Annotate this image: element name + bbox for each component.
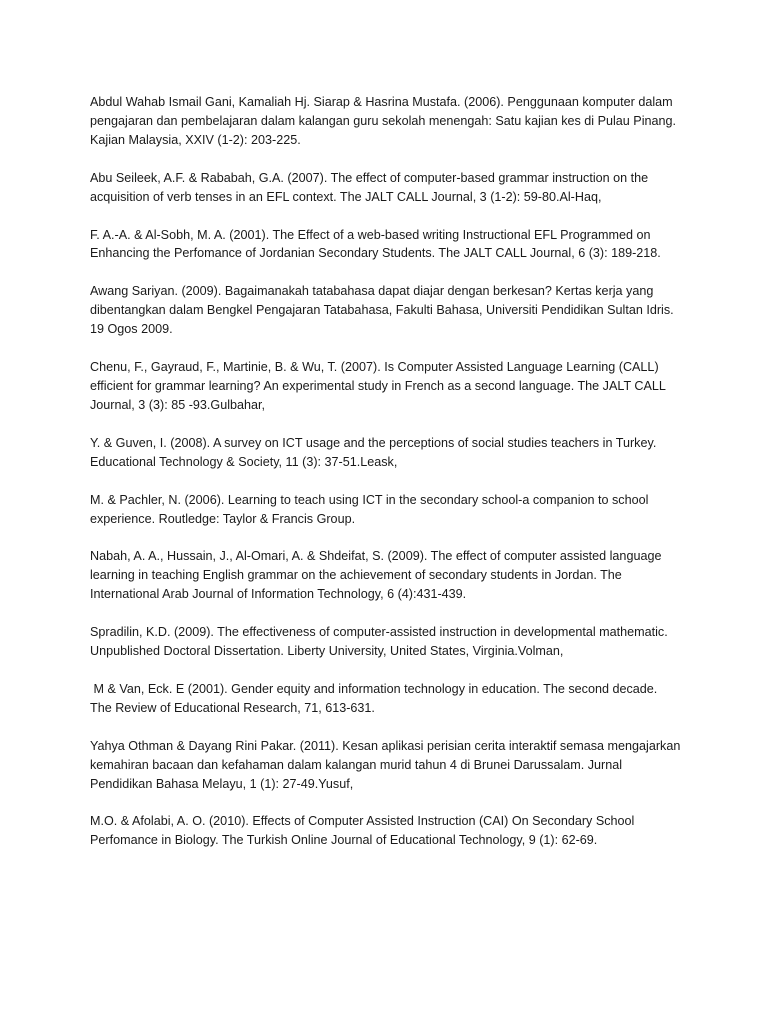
reference-entry: M & Van, Eck. E (2001). Gender equity and information technology in education. The second decade. The Review of Educational Research, 71, 613-631. [90, 681, 661, 715]
reference-entry: Abu Seileek, A.F. & Rababah, G.A. (2007). The effect of computer-based grammar instruction on the acquisition of verb tenses in an EFL context. The JALT CALL Journal, 3 (1-2): 59-80.Al-Haq, [90, 170, 649, 204]
reference-entry: Y. & Guven, I. (2008). A survey on ICT usage and the perceptions of social studies teachers in Turkey. Educational Technology & Society, 11 (3): 37-51.Leask, [90, 435, 657, 469]
reference-entry: Chenu, F., Gayraud, F., Martinie, B. & Wu, T. (2007). Is Computer Assisted Language Learning (CALL) efficient for grammar learning? An experimental study in French as a second language. The JALT CALL Journal, 3 (3): 85 -93.Gulbahar, [90, 360, 666, 412]
reference-entry: Nabah, A. A., Hussain, J., Al-Omari, A. & Shdeifat, S. (2009). The effect of computer assisted language learning in teaching English grammar on the achievement of secondary students in Jordan. The International Arab Journal of Information Technology, 6 (4):431-439. [90, 549, 662, 602]
reference-entry: Abdul Wahab Ismail Gani, Kamaliah Hj. Siarap & Hasrina Mustafa. (2006). Penggunaan komputer dalam pengajaran dan pembelajaran dalam kalangan guru sekolah menengah: Satu kajian kes di Pulau Pinang. Kajian Malaysia, XXIV (1-2): 203-225. [90, 95, 677, 147]
document-page [90, 93, 682, 869]
reference-entry: M.O. & Afolabi, A. O. (2010). Effects of Computer Assisted Instruction (CAI) On Secondary School Perfomance in Biology. The Turkish Online Journal of Educational Technology, 9 (1): 62-69. [90, 814, 635, 848]
reference-entry: F. A.-A. & Al-Sobh, M. A. (2001). The Effect of a web-based writing Instructional EFL Programmed on Enhancing the Perfomance of Jordanian Secondary Students. The JALT CALL Journal, 6 (3): 189-218. [90, 227, 661, 261]
reference-entry: Yahya Othman & Dayang Rini Pakar. (2011). Kesan aplikasi perisian cerita interaktif semasa mengajarkan kemahiran bacaan dan kefahaman dalam kalangan murid tahun 4 di Brunei Darussalam. Jurnal Pendidikan Bahasa Melayu, 1 (1): 27-49.Yusuf, [90, 738, 681, 791]
reference-entry: Awang Sariyan. (2009). Bagaimanakah tatabahasa dapat diajar dengan berkesan? Kertas kerja yang dibentangkan dalam Bengkel Pengajaran Tatabahasa, Fakulti Bahasa, Universiti Pendidikan Sultan Idris. 19 Ogos 2009. [90, 284, 674, 337]
reference-entry: Spradilin, K.D. (2009). The effectiveness of computer-assisted instruction in developmental mathematic. Unpublished Doctoral Dissertation. Liberty University, United States, Virginia.Volman, [90, 625, 668, 659]
reference-entry: M. & Pachler, N. (2006). Learning to teach using ICT in the secondary school-a companion to school experience. Routledge: Taylor & Francis Group. [90, 492, 649, 526]
